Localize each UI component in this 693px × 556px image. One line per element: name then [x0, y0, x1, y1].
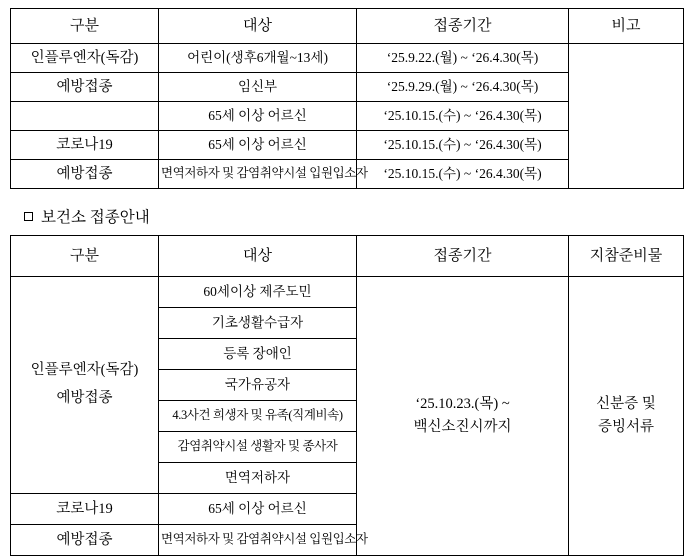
- table-header-row: [11, 9, 684, 44]
- target-cell: 65세 이상 어르신: [159, 131, 357, 160]
- column-header-target: 대상: [159, 236, 357, 277]
- period-cell: [357, 277, 569, 556]
- column-header-note: 비고: [569, 9, 684, 44]
- target-cell: 기초생활수급자: [159, 308, 357, 339]
- items-line2: 증빙서류: [597, 419, 655, 435]
- column-header-target: 대상: [159, 9, 357, 44]
- target-cell: 국가유공자: [159, 370, 357, 401]
- vaccination-period-table: [10, 8, 684, 189]
- category-label-flu-line1: 인플루엔자(독감): [11, 44, 159, 73]
- category-label-flu-line1: 인플루엔자(독감): [30, 362, 139, 379]
- column-header-period: 접종기간: [357, 9, 569, 44]
- period-line1: ‘25.10.23.(목) ~: [415, 395, 510, 412]
- category-label-flu-line2: 예방접종: [11, 73, 159, 102]
- square-bullet-icon: [24, 212, 33, 221]
- period-cell: ‘25.10.15.(수) ~ ‘26.4.30(목): [357, 160, 569, 189]
- section-title: 보건소 접종안내: [41, 209, 150, 226]
- period-line2: 백신소진시까지: [413, 419, 512, 435]
- health-center-vaccination-table: [10, 235, 684, 556]
- target-cell: 면역저하자: [159, 463, 357, 494]
- column-header-items: 지참준비물: [569, 236, 684, 277]
- column-header-category: 구분: [11, 9, 159, 44]
- table-row: [11, 277, 684, 308]
- target-cell: 65세 이상 어르신: [159, 494, 357, 525]
- category-label-covid-line1: 코로나19: [11, 494, 159, 525]
- category-label-flu-line2: 예방접종: [56, 390, 113, 406]
- target-cell: 4.3사건 희생자 및 유족(직계비속): [159, 401, 357, 432]
- table-row: [11, 44, 684, 73]
- target-cell: 감염취약시설 생활자 및 종사자: [159, 432, 357, 463]
- period-cell: ‘25.10.15.(수) ~ ‘26.4.30(목): [357, 131, 569, 160]
- section-heading: [24, 205, 683, 227]
- target-cell: 등록 장애인: [159, 339, 357, 370]
- note-cell: [569, 44, 684, 189]
- category-label-covid-line1: 코로나19: [11, 131, 159, 160]
- table-header-row: [11, 236, 684, 277]
- target-cell: 임신부: [159, 73, 357, 102]
- period-cell: ‘25.9.29.(월) ~ ‘26.4.30(목): [357, 73, 569, 102]
- target-cell: 60세이상 제주도민: [159, 277, 357, 308]
- category-label-covid-line2: 예방접종: [11, 525, 159, 556]
- category-spacer: [11, 102, 159, 131]
- column-header-category: 구분: [11, 236, 159, 277]
- items-cell: [569, 277, 684, 556]
- period-cell: ‘25.9.22.(월) ~ ‘26.4.30(목): [357, 44, 569, 73]
- period-cell: ‘25.10.15.(수) ~ ‘26.4.30(목): [357, 102, 569, 131]
- column-header-period: 접종기간: [357, 236, 569, 277]
- target-cell: 면역저하자 및 감염취약시설 입원입소자: [159, 525, 357, 556]
- items-line1: 신분증 및: [596, 395, 656, 412]
- target-cell: 65세 이상 어르신: [159, 102, 357, 131]
- target-cell: 면역저하자 및 감염취약시설 입원입소자: [159, 160, 357, 189]
- category-label-covid-line2: 예방접종: [11, 160, 159, 189]
- target-cell: 어린이(생후6개월~13세): [159, 44, 357, 73]
- category-label-flu: [11, 277, 159, 494]
